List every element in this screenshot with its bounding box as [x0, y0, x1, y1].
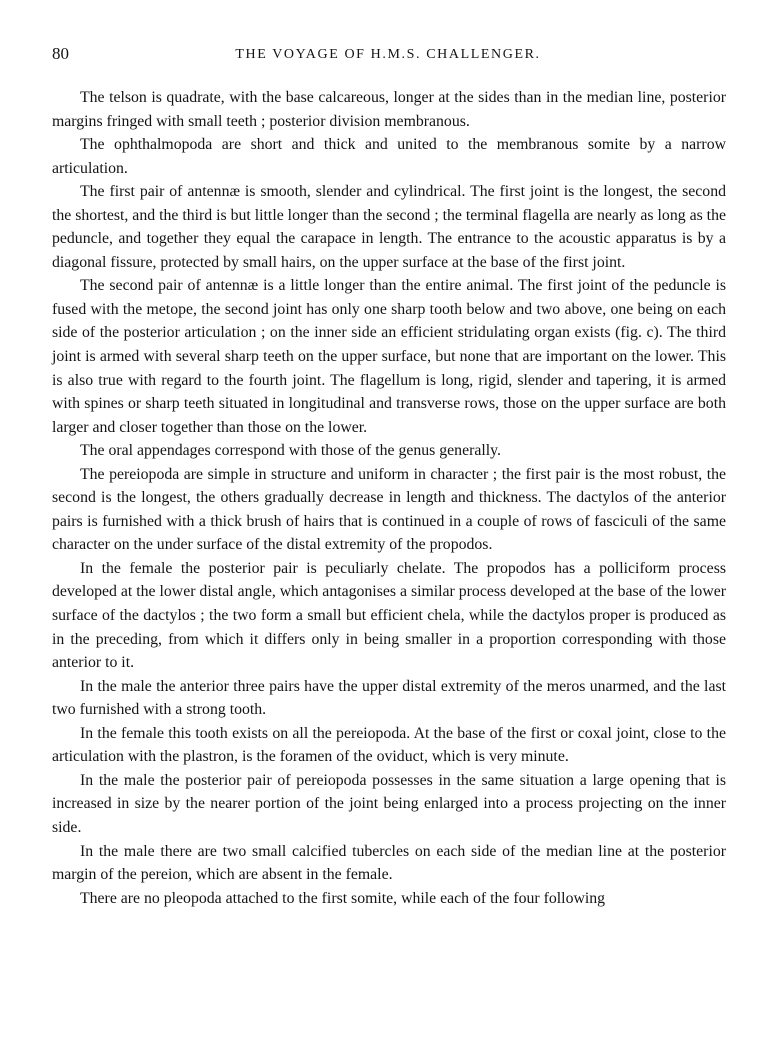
paragraph: The first pair of antennæ is smooth, slender and cylindrical. The first joint is the longest, the second the shortest, and the third is but little longer than the second ; the terminal flagella are nearly as long as the peduncle, and together they equal the carapace in length. The entrance to the acoustic apparatus is by a diagonal fissure, protected by small hairs, on the upper surface at the base of the first joint. — [52, 183, 726, 271]
page-number: 80 — [52, 44, 69, 63]
paragraph: In the male the posterior pair of pereiopoda possesses in the same situation a large opening that is increased in size by the nearer portion of the joint being enlarged into a process projecting on the inner side. — [52, 771, 726, 836]
paragraph: The telson is quadrate, with the base calcareous, longer at the sides than in the median line, posterior margins fringed with small teeth ; posterior division membranous. — [52, 89, 726, 130]
paragraph: In the female the posterior pair is peculiarly chelate. The propodos has a polliciform process developed at the lower distal angle, which antagonises a similar process developed at the base of the lower surface of the dactylos ; the two form a small but efficient chela, while the dactylos proper is produced as in the preceding, from which it differs only in being smaller in a proportion corresponding with those anterior to it. — [52, 559, 726, 672]
running-title: THE VOYAGE OF H.M.S. CHALLENGER. — [235, 47, 541, 62]
paragraph: In the male the anterior three pairs have the upper distal extremity of the meros unarmed, and the last two furnished with a strong tooth. — [52, 677, 726, 719]
paragraph: The second pair of antennæ is a little longer than the entire animal. The first joint of the peduncle is fused with the metope, the second joint has only one sharp tooth below and two above, one being on each side of the posterior articulation ; on the inner side an efficient stridulating organ exists (fig. c). The third joint is armed with several sharp teeth on the upper surface, but none that are important on the lower. This is also true with regard to the fourth joint. The flagellum is long, rigid, slender and tapering, it is armed with spines or sharp teeth situated in longitudinal and transverse rows, those on the upper surface are both larger and closer together than those on the lower. — [52, 277, 726, 436]
paragraph: In the male there are two small calcified tubercles on each side of the median line at the posterior margin of the pereion, which are absent in the female. — [52, 842, 726, 884]
paragraph: The oral appendages correspond with those of the genus generally. — [80, 442, 501, 460]
paragraph: The ophthalmopoda are short and thick and united to the membranous somite by a narrow articulation. — [52, 136, 726, 177]
paragraph: In the female this tooth exists on all the pereiopoda. At the base of the first or coxal joint, close to the articulation with the plastron, is the foramen of the oviduct, which is very minute. — [52, 724, 726, 766]
paragraph: The pereiopoda are simple in structure and uniform in character ; the first pair is the most robust, the second is the longest, the others gradually decrease in length and thickness. The dactylos of the anterior pairs is furnished with a thick brush of hairs that is continued in a couple of rows of fasciculi of the same character on the under surface of the distal extremity of the propodos. — [52, 465, 726, 554]
paragraph: There are no pleopoda attached to the first somite, while each of the four following — [80, 889, 606, 907]
body-text — [52, 86, 726, 910]
page-header — [52, 44, 724, 68]
